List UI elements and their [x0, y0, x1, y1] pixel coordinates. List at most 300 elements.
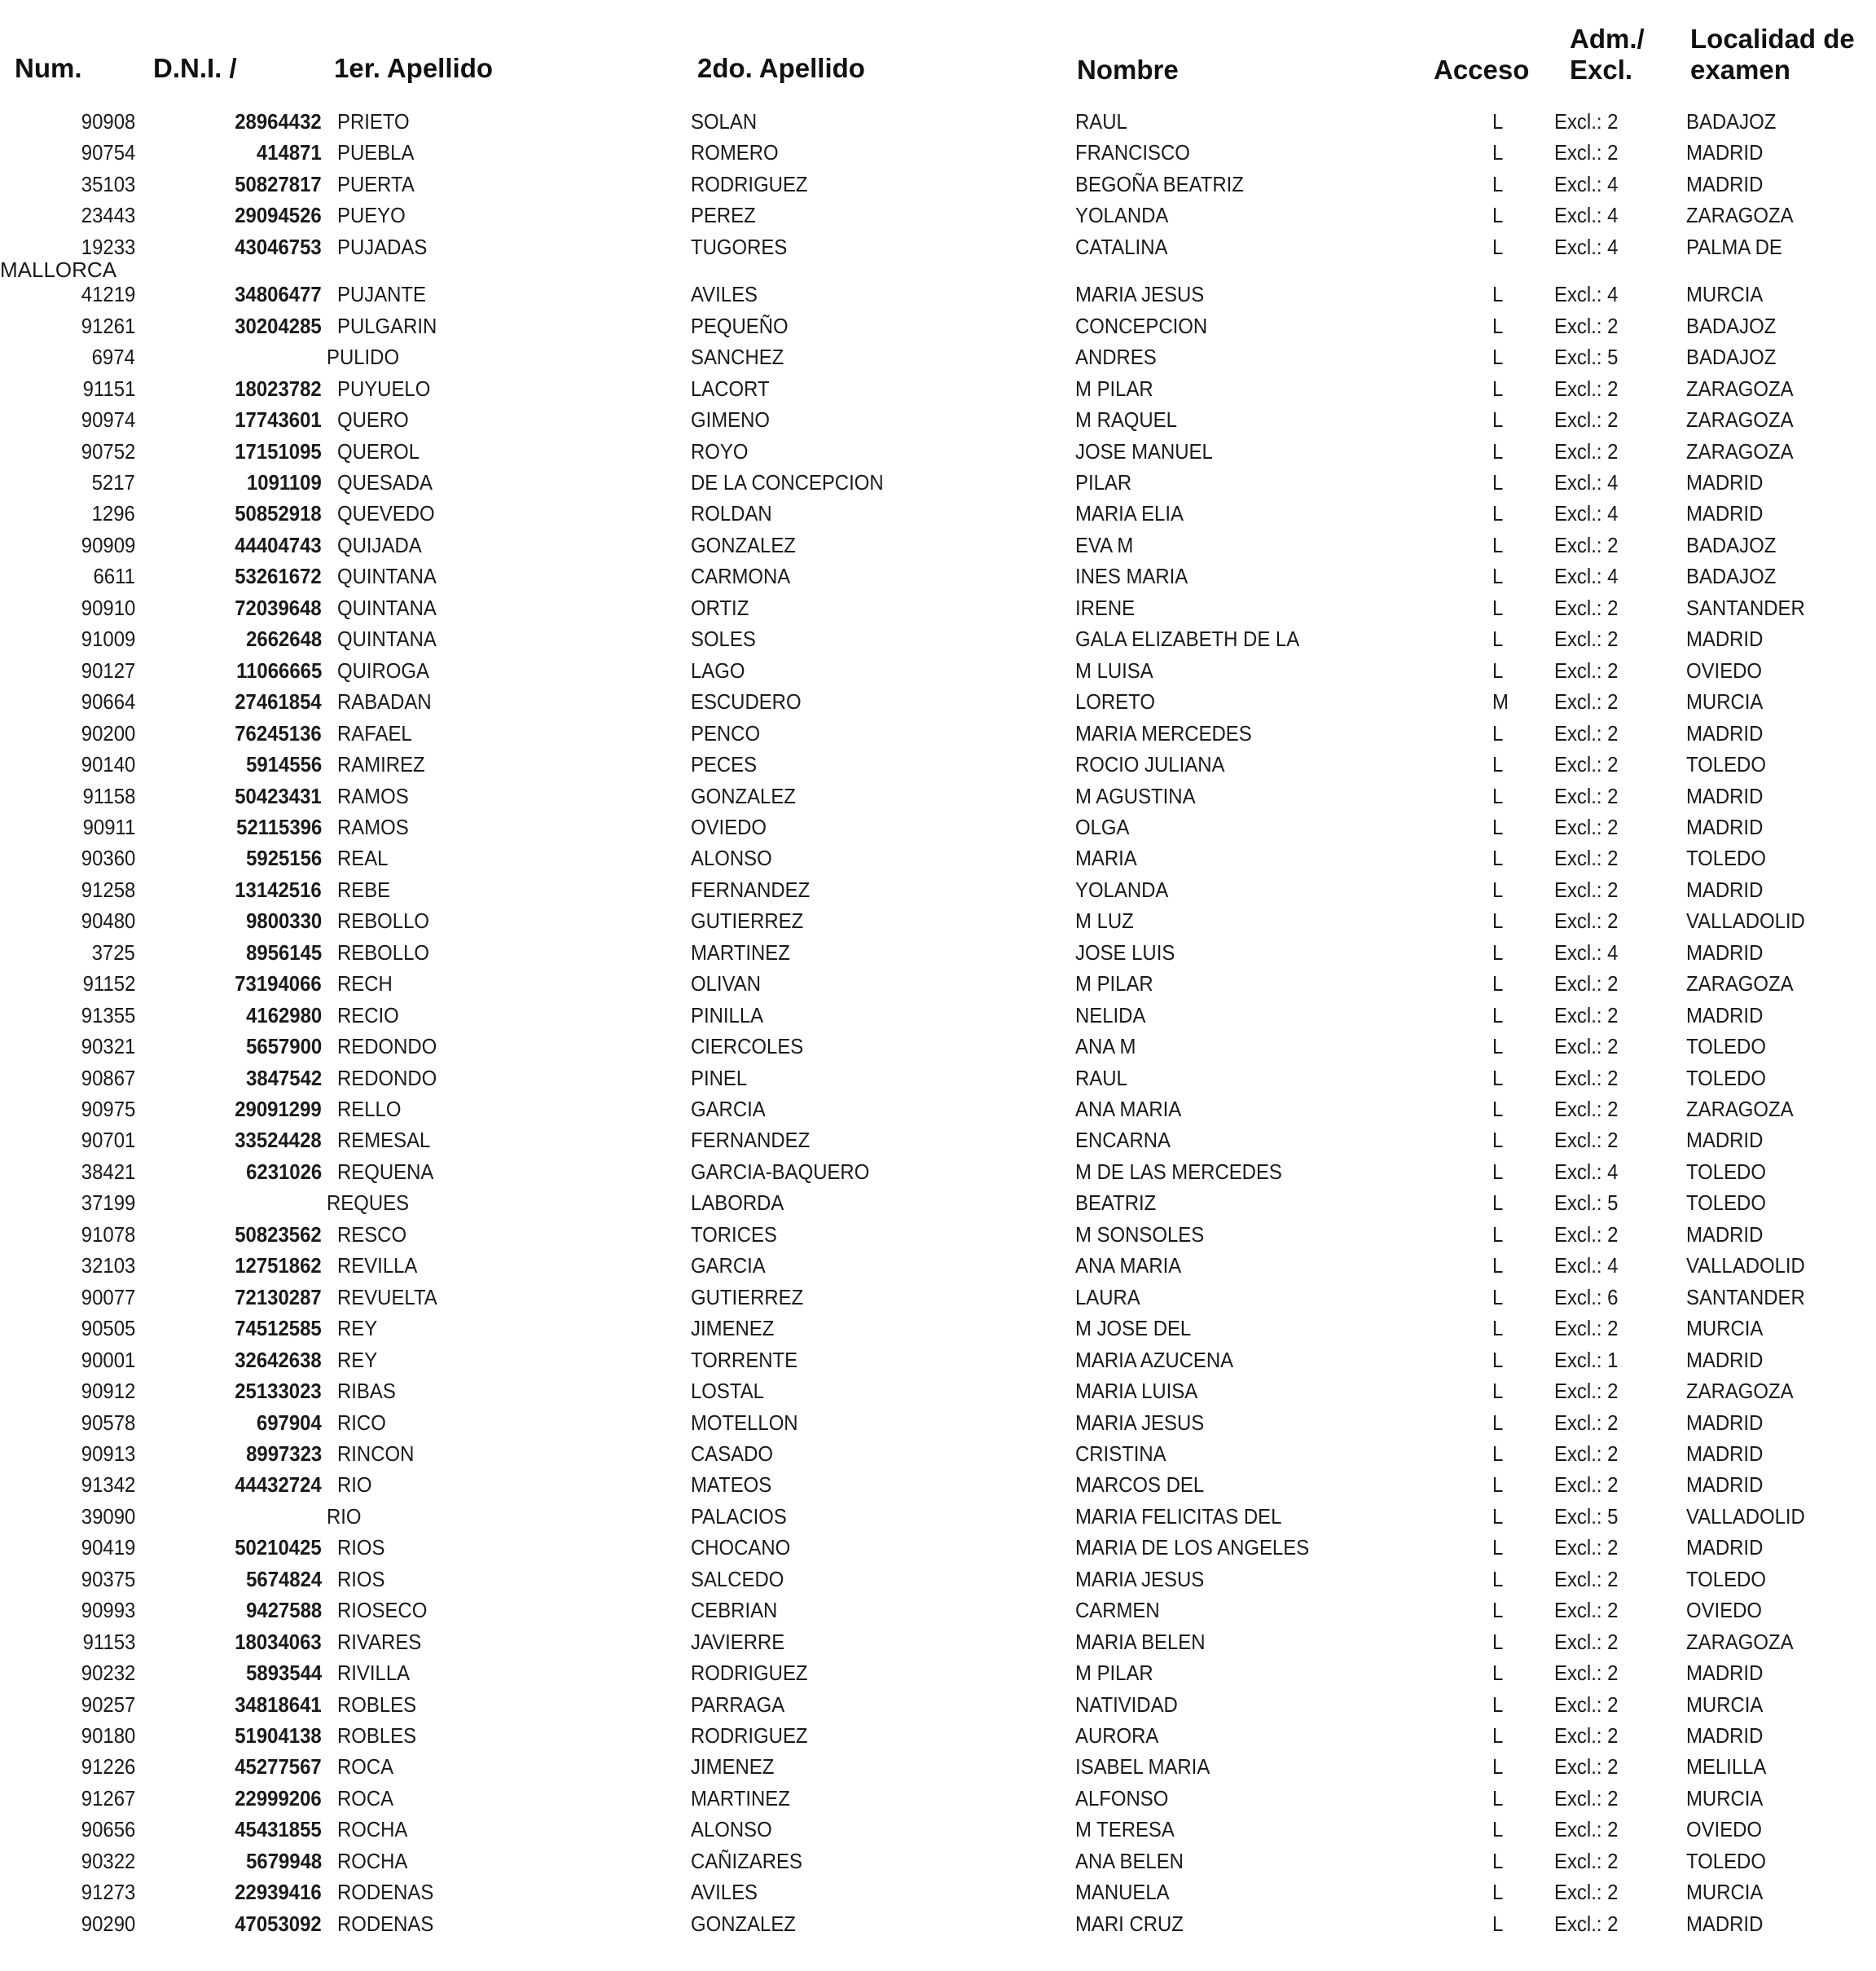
cell-adm-excl: Excl.: 4 [1554, 469, 1619, 495]
cell-acceso: L [1492, 1128, 1504, 1153]
cell-nombre: MARIA [1075, 846, 1137, 871]
cell-adm-excl: Excl.: 2 [1554, 1128, 1619, 1153]
table-row [0, 846, 1876, 877]
header-apellido1: 1er. Apellido [334, 53, 494, 83]
cell-nombre: LAURA [1075, 1284, 1140, 1309]
cell-localidad: BADAJOZ [1686, 564, 1777, 589]
cell-apellido1: REDONDO [337, 1034, 437, 1059]
table-row [0, 1253, 1876, 1284]
cell-dni: 45277567 [235, 1754, 322, 1780]
cell-nombre: LORETO [1075, 689, 1155, 715]
cell-apellido1: REBOLLO [337, 909, 430, 934]
table-row [0, 1441, 1876, 1472]
cell-apellido2: SALCEDO [691, 1566, 784, 1591]
cell-apellido2: PENCO [691, 720, 761, 746]
cell-dni: 17743601 [235, 407, 322, 432]
cell-adm-excl: Excl.: 4 [1554, 203, 1619, 228]
cell-localidad: BADAJOZ [1686, 313, 1777, 338]
cell-apellido2: PEQUEÑO [691, 313, 789, 338]
cell-acceso: L [1492, 1911, 1504, 1936]
cell-nombre: ANA BELEN [1075, 1848, 1184, 1873]
cell-adm-excl: Excl.: 2 [1554, 1097, 1619, 1121]
cell-apellido2: MOTELLON [691, 1410, 798, 1435]
cell-apellido1: RIVILLA [337, 1661, 411, 1686]
cell-adm-excl: Excl.: 1 [1554, 1347, 1619, 1372]
cell-adm-excl: Excl.: 2 [1554, 1002, 1619, 1027]
header-adm-line1: Adm./ [1570, 24, 1645, 54]
cell-localidad: MADRID [1686, 1441, 1764, 1466]
cell-adm-excl: Excl.: 4 [1554, 564, 1619, 589]
cell-apellido1: PRIETO [337, 109, 410, 134]
cell-dni: 34818641 [235, 1692, 322, 1717]
cell-nombre: EVA M [1075, 532, 1134, 557]
cell-apellido2: GARCIA [691, 1253, 766, 1278]
cell-apellido2: ROLDAN [691, 501, 772, 526]
cell-apellido1: QUINTANA [337, 564, 437, 589]
cell-num: 3725 [91, 939, 135, 965]
cell-adm-excl: Excl.: 2 [1554, 971, 1619, 996]
cell-num: 90578 [81, 1410, 135, 1435]
cell-dni: 8956145 [245, 939, 322, 965]
cell-apellido1: RAMOS [337, 814, 409, 839]
cell-dni: 5914556 [245, 752, 322, 777]
cell-nombre: INES MARIA [1075, 564, 1188, 589]
cell-adm-excl: Excl.: 5 [1554, 345, 1619, 370]
cell-acceso: L [1492, 909, 1504, 934]
cell-dni: 72039648 [235, 595, 322, 620]
table-row [0, 501, 1876, 532]
cell-dni: 73194066 [235, 971, 322, 996]
cell-localidad: MURCIA [1686, 1785, 1764, 1810]
cell-localidad: ZARAGOZA [1686, 1379, 1794, 1403]
cell-acceso: L [1492, 1159, 1504, 1184]
cell-acceso: L [1492, 720, 1504, 746]
cell-num: 90322 [81, 1848, 135, 1873]
table-row [0, 1472, 1876, 1503]
cell-localidad: MADRID [1686, 1002, 1764, 1027]
cell-acceso: L [1492, 1848, 1504, 1873]
cell-localidad: ZARAGOZA [1686, 1097, 1794, 1121]
cell-apellido1: REVUELTA [337, 1284, 437, 1309]
cell-adm-excl: Excl.: 2 [1554, 1441, 1619, 1466]
cell-nombre: MARIA AZUCENA [1075, 1347, 1234, 1372]
table-row [0, 1379, 1876, 1410]
table-row [0, 1567, 1876, 1598]
cell-num: 91009 [81, 627, 135, 652]
cell-acceso: L [1492, 846, 1504, 871]
cell-apellido2: RODRIGUEZ [691, 1723, 808, 1748]
header-adm-line2: Excl. [1570, 55, 1633, 85]
cell-nombre: CONCEPCION [1075, 313, 1208, 338]
table-row [0, 1880, 1876, 1911]
cell-adm-excl: Excl.: 4 [1554, 282, 1619, 307]
cell-num: 90360 [81, 846, 135, 871]
cell-apellido1: QUERO [337, 407, 409, 432]
cell-apellido2: OLIVAN [691, 971, 761, 996]
cell-apellido2: SANCHEZ [691, 345, 784, 370]
table-row [0, 909, 1876, 939]
cell-num: 90752 [81, 438, 135, 464]
cell-nombre: NATIVIDAD [1075, 1692, 1178, 1717]
cell-nombre: M RAQUEL [1075, 407, 1177, 432]
cell-localidad: MADRID [1686, 939, 1764, 965]
cell-localidad: TOLEDO [1686, 1190, 1766, 1216]
cell-localidad: OVIEDO [1686, 1598, 1763, 1623]
cell-apellido1: REQUES [327, 1190, 410, 1216]
cell-acceso: L [1492, 1034, 1504, 1059]
cell-nombre: M DE LAS MERCEDES [1075, 1159, 1282, 1184]
cell-num: 90908 [81, 109, 135, 134]
cell-num: 90909 [81, 532, 135, 557]
cell-apellido2: GIMENO [691, 407, 771, 432]
cell-apellido1: PUERTA [337, 171, 415, 196]
cell-nombre: ISABEL MARIA [1075, 1754, 1210, 1780]
cell-apellido1: RODENAS [337, 1880, 434, 1905]
cell-num: 6611 [93, 564, 135, 589]
cell-localidad: MURCIA [1686, 1316, 1764, 1341]
cell-localidad: ZARAGOZA [1686, 376, 1794, 401]
cell-num: 90140 [81, 752, 135, 777]
cell-apellido1: ROCHA [337, 1817, 408, 1842]
cell-nombre: RAUL [1075, 109, 1127, 134]
cell-nombre: MARIA JESUS [1075, 1410, 1205, 1435]
cell-dni: 25133023 [235, 1379, 322, 1403]
cell-dni: 50210425 [235, 1535, 322, 1560]
cell-apellido2: MARTINEZ [691, 939, 790, 965]
table-row [0, 564, 1876, 595]
cell-apellido2: CHOCANO [691, 1535, 791, 1560]
cell-num: 91273 [81, 1880, 135, 1905]
cell-nombre: MARIA ELIA [1075, 501, 1184, 526]
cell-apellido1: RIOS [337, 1566, 385, 1591]
cell-dni: 22939416 [235, 1880, 322, 1905]
cell-apellido1: REAL [337, 846, 389, 871]
cell-nombre: M PILAR [1075, 971, 1153, 996]
cell-adm-excl: Excl.: 5 [1554, 1503, 1619, 1529]
cell-localidad: ZARAGOZA [1686, 203, 1794, 228]
cell-apellido1: REDONDO [337, 1065, 437, 1090]
cell-num: 90127 [81, 658, 135, 683]
cell-localidad: BADAJOZ [1686, 345, 1777, 370]
cell-nombre: M JOSE DEL [1075, 1316, 1192, 1341]
cell-num: 41219 [81, 282, 135, 307]
cell-apellido2: ROYO [691, 438, 749, 464]
cell-num: 91153 [82, 1629, 135, 1654]
cell-apellido2: LAGO [691, 658, 745, 683]
cell-adm-excl: Excl.: 2 [1554, 877, 1619, 902]
cell-adm-excl: Excl.: 2 [1554, 1880, 1619, 1905]
cell-nombre: CATALINA [1075, 234, 1168, 259]
cell-dni: 34806477 [235, 282, 322, 307]
cell-acceso: L [1492, 1316, 1504, 1341]
cell-adm-excl: Excl.: 2 [1554, 909, 1619, 934]
cell-acceso: L [1492, 1472, 1504, 1498]
cell-acceso: L [1492, 313, 1504, 338]
cell-nombre: M AGUSTINA [1075, 783, 1196, 808]
cell-localidad: MADRID [1686, 1472, 1764, 1498]
cell-apellido2: PARRAGA [691, 1692, 785, 1717]
cell-dni: 30204285 [235, 313, 322, 338]
table-row [0, 1849, 1876, 1880]
cell-localidad: TOLEDO [1686, 1566, 1766, 1591]
cell-num: 90975 [81, 1097, 135, 1121]
cell-num: 91152 [82, 971, 135, 996]
cell-nombre: GALA ELIZABETH DE LA [1075, 627, 1300, 652]
cell-localidad: MURCIA [1686, 689, 1764, 715]
header-nombre: Nombre [1077, 55, 1179, 85]
cell-acceso: L [1492, 877, 1504, 902]
cell-adm-excl: Excl.: 6 [1554, 1284, 1619, 1309]
cell-localidad: MURCIA [1686, 1880, 1764, 1905]
cell-adm-excl: Excl.: 2 [1554, 1472, 1619, 1498]
header-num: Num. [15, 53, 82, 83]
cell-dni: 12751862 [235, 1253, 322, 1278]
cell-nombre: M PILAR [1075, 376, 1153, 401]
cell-acceso: L [1492, 109, 1504, 134]
cell-localidad: MADRID [1686, 877, 1764, 902]
cell-dni: 18023782 [235, 376, 322, 401]
cell-dni: 53261672 [235, 564, 322, 589]
cell-apellido1: ROCHA [337, 1848, 408, 1873]
cell-adm-excl: Excl.: 2 [1554, 658, 1619, 683]
table-row [0, 1817, 1876, 1848]
cell-apellido2: OVIEDO [691, 814, 767, 839]
table-row [0, 1285, 1876, 1316]
cell-localidad: MADRID [1686, 814, 1764, 839]
cell-apellido1: RIOS [337, 1535, 385, 1560]
cell-adm-excl: Excl.: 5 [1554, 1190, 1619, 1216]
cell-apellido2: CEBRIAN [691, 1598, 778, 1623]
cell-apellido1: REBE [337, 877, 391, 902]
cell-num: 90993 [81, 1598, 135, 1623]
cell-dni: 44404743 [235, 532, 322, 557]
cell-dni: 72130287 [235, 1284, 322, 1309]
cell-dni: 45431855 [235, 1817, 322, 1842]
cell-localidad: MADRID [1686, 1661, 1764, 1686]
cell-apellido2: ROMERO [691, 140, 779, 165]
cell-apellido2: PEREZ [691, 203, 756, 228]
cell-dni: 5674824 [245, 1566, 322, 1591]
cell-localidad: TOLEDO [1686, 1034, 1766, 1059]
cell-apellido2: TORICES [691, 1221, 777, 1247]
cell-nombre: M TERESA [1075, 1817, 1175, 1842]
cell-adm-excl: Excl.: 2 [1554, 1034, 1619, 1059]
cell-apellido1: RIVARES [337, 1629, 422, 1654]
cell-dni: 50827817 [235, 171, 322, 196]
table-row [0, 1598, 1876, 1629]
cell-apellido2: AVILES [691, 1880, 758, 1905]
cell-apellido1: RAFAEL [337, 720, 412, 746]
cell-localidad: MADRID [1686, 171, 1764, 196]
cell-adm-excl: Excl.: 2 [1554, 313, 1619, 338]
cell-acceso: L [1492, 171, 1504, 196]
cell-acceso: L [1492, 752, 1504, 777]
header-dni: D.N.I. / [153, 53, 237, 83]
cell-apellido2: DE LA CONCEPCION [691, 469, 884, 495]
cell-dni: 13142516 [235, 877, 322, 902]
cell-apellido1: PUJADAS [337, 234, 428, 259]
cell-apellido1: QUIROGA [337, 658, 429, 683]
cell-acceso: M [1492, 689, 1509, 715]
cell-apellido2: SOLAN [691, 109, 758, 134]
cell-nombre: RAUL [1075, 1065, 1127, 1090]
cell-nombre: PILAR [1075, 469, 1132, 495]
cell-apellido1: RAMOS [337, 783, 409, 808]
table-row [0, 470, 1876, 501]
cell-apellido2: CAÑIZARES [691, 1848, 802, 1873]
cell-num: 90321 [81, 1034, 135, 1059]
cell-acceso: L [1492, 1629, 1504, 1654]
cell-num: 90867 [81, 1065, 135, 1090]
cell-localidad: ZARAGOZA [1686, 971, 1794, 996]
cell-apellido1: REBOLLO [337, 939, 430, 965]
cell-nombre: ANA M [1075, 1034, 1136, 1059]
cell-num: 90257 [81, 1692, 135, 1717]
table-row [0, 282, 1876, 313]
cell-num: 91261 [81, 313, 135, 338]
table-row [0, 1754, 1876, 1785]
cell-num: 91258 [81, 877, 135, 902]
cell-localidad: VALLADOLID [1686, 1253, 1805, 1278]
cell-dni: 44432724 [235, 1472, 322, 1498]
cell-nombre: ENCARNA [1075, 1128, 1171, 1153]
cell-apellido1: RODENAS [337, 1911, 434, 1936]
cell-num: 90077 [81, 1284, 135, 1309]
table-row [0, 1316, 1876, 1347]
cell-dni: 5679948 [245, 1848, 322, 1873]
cell-apellido1: REMESAL [337, 1128, 431, 1153]
cell-adm-excl: Excl.: 2 [1554, 689, 1619, 715]
table-row [0, 596, 1876, 627]
cell-apellido2: GUTIERREZ [691, 1284, 804, 1309]
cell-dni: 6231026 [245, 1159, 322, 1184]
header-acceso: Acceso [1434, 55, 1530, 85]
cell-acceso: L [1492, 1347, 1504, 1372]
cell-adm-excl: Excl.: 2 [1554, 532, 1619, 557]
cell-num: 90912 [81, 1379, 135, 1403]
cell-num: 90910 [81, 595, 135, 620]
cell-apellido2: CASADO [691, 1441, 774, 1466]
cell-num: 91158 [82, 783, 135, 808]
cell-localidad: MADRID [1686, 627, 1764, 652]
cell-acceso: L [1492, 376, 1504, 401]
cell-num: 5217 [91, 469, 135, 495]
table-row [0, 971, 1876, 1002]
cell-dni: 51904138 [235, 1723, 322, 1748]
cell-dni: 22999206 [235, 1785, 322, 1810]
cell-acceso: L [1492, 1503, 1504, 1529]
cell-nombre: ANA MARIA [1075, 1253, 1182, 1278]
cell-apellido2: RODRIGUEZ [691, 171, 808, 196]
cell-localidad: TOLEDO [1686, 1159, 1766, 1184]
cell-acceso: L [1492, 1002, 1504, 1027]
cell-apellido2: MARTINEZ [691, 1785, 790, 1810]
cell-adm-excl: Excl.: 2 [1554, 814, 1619, 839]
cell-acceso: L [1492, 1692, 1504, 1717]
cell-acceso: L [1492, 438, 1504, 464]
cell-apellido2: PINEL [691, 1065, 748, 1090]
table-row [0, 203, 1876, 234]
table-row [0, 784, 1876, 815]
cell-apellido2: TORRENTE [691, 1347, 798, 1372]
cell-adm-excl: Excl.: 2 [1554, 1410, 1619, 1435]
cell-adm-excl: Excl.: 2 [1554, 752, 1619, 777]
cell-localidad: OVIEDO [1686, 658, 1763, 683]
cell-nombre: ANDRES [1075, 345, 1157, 370]
cell-acceso: L [1492, 1441, 1504, 1466]
cell-adm-excl: Excl.: 2 [1554, 1692, 1619, 1717]
cell-dni: 9800330 [245, 909, 322, 934]
cell-dni: 43046753 [235, 234, 322, 259]
cell-apellido1: REVILLA [337, 1253, 418, 1278]
cell-adm-excl: Excl.: 2 [1554, 627, 1619, 652]
cell-acceso: L [1492, 203, 1504, 228]
cell-apellido2: RODRIGUEZ [691, 1661, 808, 1686]
cell-localidad: MADRID [1686, 469, 1764, 495]
cell-localidad: MURCIA [1686, 282, 1764, 307]
cell-num: 90180 [81, 1723, 135, 1748]
cell-apellido1: RINCON [337, 1441, 415, 1466]
cell-adm-excl: Excl.: 2 [1554, 438, 1619, 464]
cell-adm-excl: Excl.: 4 [1554, 234, 1619, 259]
table-row [0, 1535, 1876, 1566]
cell-localidad: MADRID [1686, 1723, 1764, 1748]
cell-acceso: L [1492, 140, 1504, 165]
cell-dni: 50423431 [235, 783, 322, 808]
cell-nombre: IRENE [1075, 595, 1136, 620]
cell-localidad: MADRID [1686, 1911, 1764, 1936]
cell-apellido1: PULIDO [327, 345, 400, 370]
cell-acceso: L [1492, 595, 1504, 620]
cell-apellido1: PUJANTE [337, 282, 426, 307]
cell-dni: 414871 [257, 140, 322, 165]
header-loc-line1: Localidad de [1690, 24, 1855, 54]
cell-adm-excl: Excl.: 2 [1554, 846, 1619, 871]
cell-nombre: NELIDA [1075, 1002, 1146, 1027]
cell-apellido1: RAMIREZ [337, 752, 425, 777]
cell-num: 91342 [81, 1472, 135, 1498]
cell-adm-excl: Excl.: 2 [1554, 1723, 1619, 1748]
cell-nombre: YOLANDA [1075, 877, 1169, 902]
table-row [0, 314, 1876, 345]
cell-localidad: BADAJOZ [1686, 109, 1777, 134]
cell-num: 90290 [81, 1911, 135, 1936]
cell-dni: 50852918 [235, 501, 322, 526]
cell-adm-excl: Excl.: 4 [1554, 939, 1619, 965]
cell-adm-excl: Excl.: 2 [1554, 1598, 1619, 1623]
cell-localidad: ZARAGOZA [1686, 438, 1794, 464]
cell-apellido2: ALONSO [691, 846, 772, 871]
cell-apellido2: GARCIA-BAQUERO [691, 1159, 870, 1184]
table-row [0, 1912, 1876, 1942]
cell-nombre: FRANCISCO [1075, 140, 1190, 165]
table-row [0, 345, 1876, 376]
cell-localidad: MADRID [1686, 1347, 1764, 1372]
cell-num: 90701 [81, 1128, 135, 1153]
cell-localidad: SANTANDER [1686, 595, 1805, 620]
table-row [0, 172, 1876, 203]
cell-apellido1: REY [337, 1347, 378, 1372]
table-row [0, 752, 1876, 783]
cell-adm-excl: Excl.: 2 [1554, 140, 1619, 165]
table-row [0, 1003, 1876, 1034]
cell-localidad: SANTANDER [1686, 1284, 1805, 1309]
cell-localidad: MADRID [1686, 720, 1764, 746]
cell-adm-excl: Excl.: 2 [1554, 1785, 1619, 1810]
cell-adm-excl: Excl.: 4 [1554, 1253, 1619, 1278]
cell-nombre: CARMEN [1075, 1598, 1160, 1623]
cell-localidad: ZARAGOZA [1686, 1629, 1794, 1654]
